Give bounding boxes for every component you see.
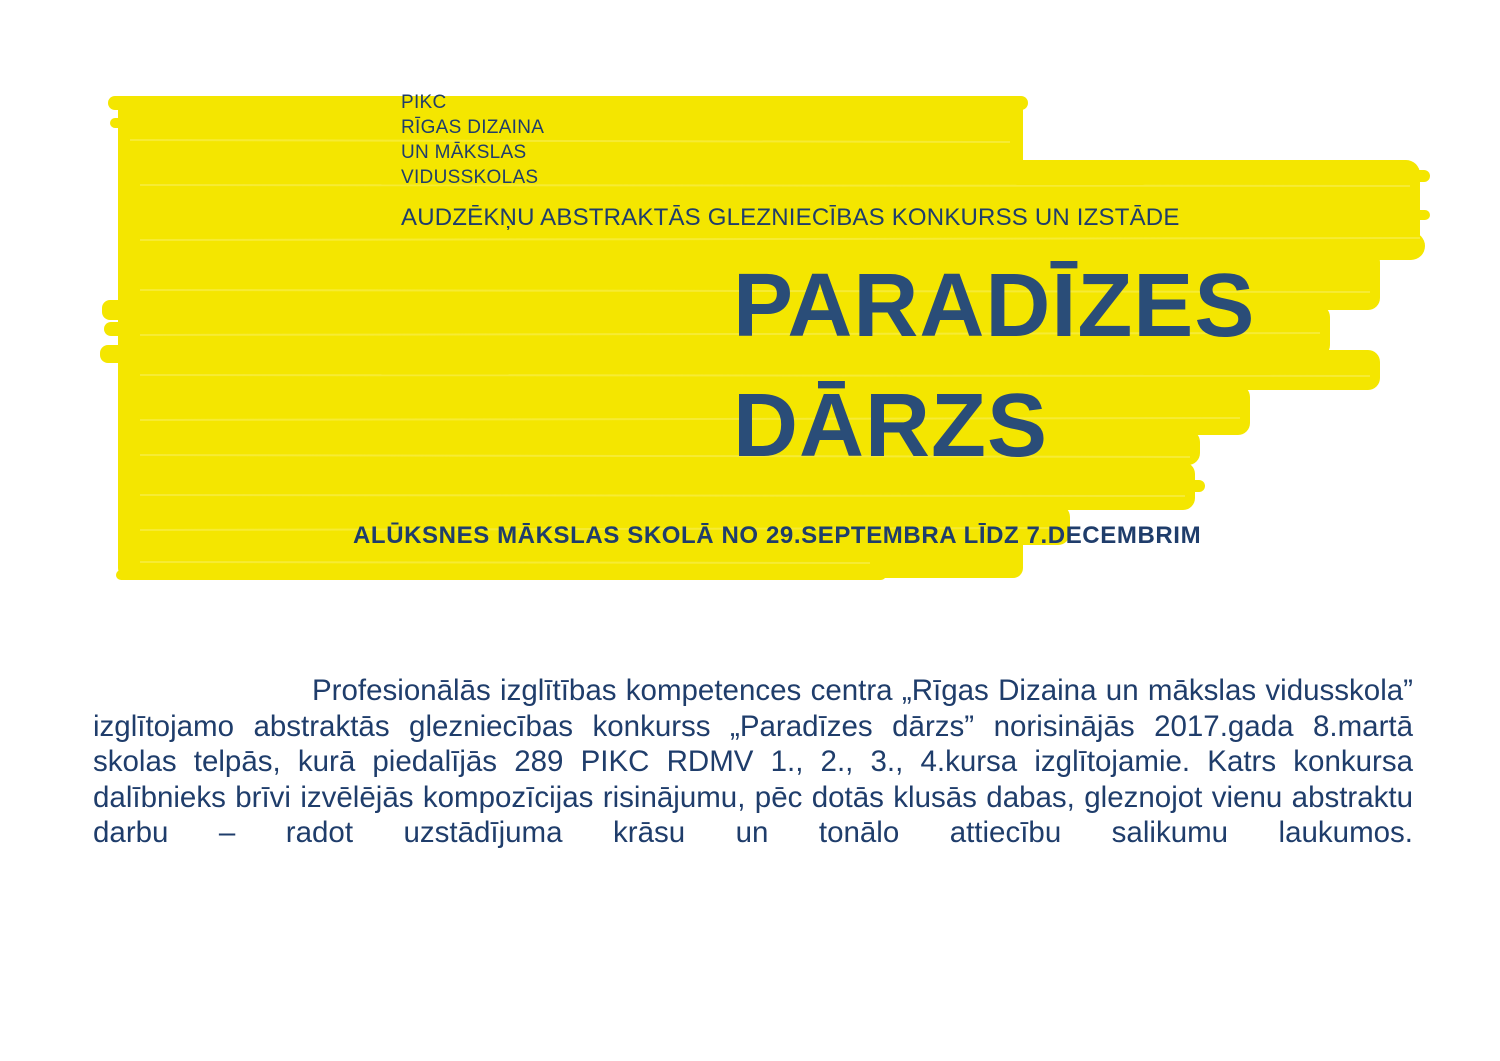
venue-dates: ALŪKSNES MĀKSLAS SKOLĀ NO 29.SEPTEMBRA LĪDZ 7.DECEMBRIM [353,522,1202,549]
title-line-1: PARADĪZES [733,256,1256,356]
description-paragraph: Profesionālās izglītības kompetences centra „Rīgas Dizaina un mākslas vidusskola” izglītojamo abstraktās glezniecības konkurss „Paradīzes dārzs” norisinājās 2017.gada 8.martā skolas telpās, kurā piedalījās 289 PIKC RDMV 1., 2., 3., 4.kursa izglītojamie. Katrs konkursa dalībnieks brīvi izvēlējās kompozīcijas risinājumu, pēc dotās klusās dabas, gleznojot vienu abstraktu darbu – radot uzstādījuma krāsu un tonālo attiecību salikumu laukumos. [93,674,1413,849]
org-line-rigas-dizaina: RĪGAS DIZAINA [401,117,545,138]
org-line-vidusskolas: VIDUSSKOLAS [401,167,539,188]
event-subtitle: AUDZĒKŅU ABSTRAKTĀS GLEZNIECĪBAS KONKURSS UN IZSTĀDE [401,204,1180,231]
title-line-2: DĀRZS [733,376,1048,476]
org-line-pikc: PIKC [401,92,447,113]
org-line-un-makslas: UN MĀKSLAS [401,142,527,163]
